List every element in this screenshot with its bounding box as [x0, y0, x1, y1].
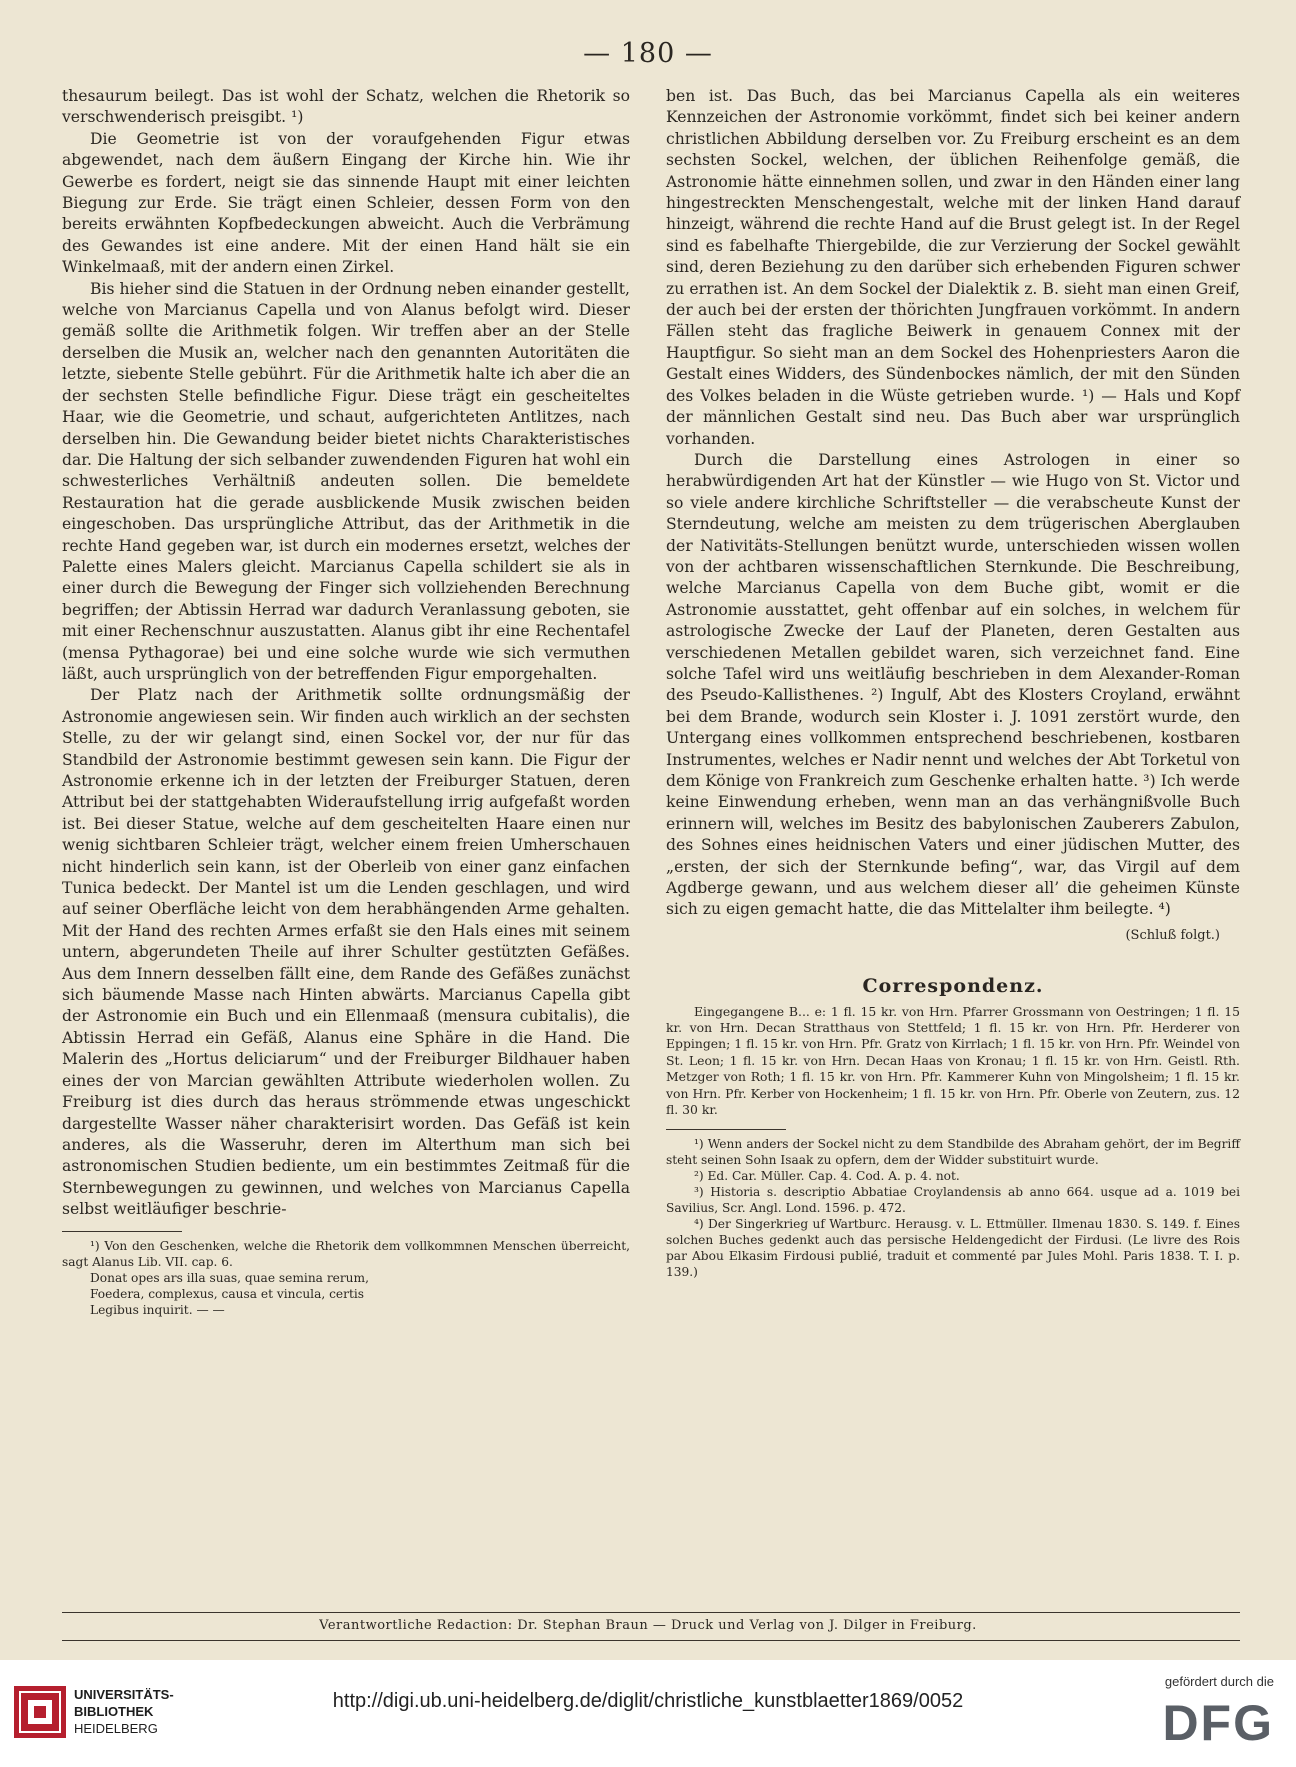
dfg-logo: DFG — [1162, 1695, 1274, 1751]
imprint-rule-bottom — [62, 1640, 1240, 1641]
correspondence-text: Eingegangene B... e: 1 fl. 15 kr. von Hrn. Pfarrer Grossmann von Oestringen; 1 fl. 15 kr. von Hrn. Decan Stratthaus von Stettfeld; 1 fl. 15 kr. von Hrn. Pfr. Herderer von Eppingen; 1 fl. 15 kr. von Hrn. Pfr. Gratz von Kirrlach; 1 fl. 15 kr. von Hrn. Pfr. Weindel von St. Leon; 1 fl. 15 kr. von Hrn. Decan Haas von Kronau; 1 fl. 15 kr. von Hrn. Geistl. Rth. Metzger von Roth; 1 fl. 15 kr. von Hrn. Pfr. Kammerer Kuhn von Mingolsheim; 1 fl. 15 kr. von Hrn. Pfr. Kerber von Hockenheim; 1 fl. 15 kr. von Hrn. Pfr. Oberle von Zeutern, zus. 12 fl. 30 kr. — [666, 1003, 1240, 1118]
verse-line: Legibus inquirit. — — — [90, 1302, 225, 1317]
continuation-note: (Schluß folgt.) — [1125, 927, 1220, 943]
left-column — [62, 86, 630, 1318]
footnote: ¹) Wenn anders der Sockel nicht zu dem Standbilde des Abraham gehört, der im Begriff steht seinen Sohn Isaak zu opfern, dem der Widder substituirt wurde. — [666, 1136, 1240, 1167]
permalink-url[interactable]: http://digi.ub.uni-heidelberg.de/diglit/christliche_kunstblaetter1869/0052 — [332, 1690, 964, 1712]
paragraph: thesaurum beilegt. Das ist wohl der Schatz, welchen die Rhetorik so verschwenderisch preisgibt. ¹) — [62, 87, 630, 127]
imprint-rule-top — [62, 1612, 1240, 1613]
correspondence-title: Correspondenz. — [862, 975, 1044, 998]
right-column — [666, 86, 1240, 1280]
footnote-divider — [62, 1231, 182, 1232]
library-name-line: BIBLIOTHEK — [74, 1704, 154, 1719]
paragraph: Durch die Darstellung eines Astrologen in einer so herabwürdigenden Art hat der Künstler — wie Hugo von St. Victor und so viele andere kirchliche Schriftsteller — die verabscheute Kunst der Sterndeutung, welche am meisten zu dem trügerischen Aberglauben der Nativitäts-Stellungen benützt wurde, unterschieden wissen wollen von der achtbaren wissenschaftlichen Sternkunde. Die Beschreibung, welche Marcianus Capella von dem Buche gibt, womit er die Astronomie ausstattet, geht offenbar auf ein solches, in welchem für astrologische Zwecke der Lauf der Planeten, deren Gestalten aus verschiedenen Metallen gebildet waren, sich verzeichnet fand. Eine solche Tafel wird uns weitläufig beschrieben in dem Alexander-Roman des Pseudo-Kallisthenes. ²) Ingulf, Abt des Klosters Croyland, erwähnt bei dem Brande, wodurch sein Kloster i. J. 1091 zerstört wurde, den Untergang eines vollkommen entsprechend beschriebenen, kostbaren Instrumentes, welches er Nadir nennt und welches der Abt Torketul von dem Könige von Frankreich zum Geschenke erhalten hatte. ³) Ich werde keine Einwendung erheben, wenn man an das verhängnißvolle Buch erinnern will, welches im Besitz des babylonischen Zauberers Zabulon, des Sohnes eines heidnischen Vaters und einer jüdischen Mutter, des „ersten, der sich der Sternkunde befing“, war, das Virgil auf dem Agdberge gewann, und aus welchem dieser all’ die geheimen Künste sich zu eigen gemacht hatte, die das Mittelalter ihm beilegte. ⁴) — [666, 450, 1240, 919]
paragraph: Bis hieher sind die Statuen in der Ordnung neben einander gestellt, welche von Marcianus Capella und von Alanus befolgt wird. Dieser gemäß sollte die Arithmetik folgen. Wir treffen aber an der Stelle derselben die Musik an, welcher nach den genannten Autoritäten die letzte, siebente Stelle gebührt. Für die Arithmetik halte ich aber die an der sechsten Stelle befindliche Figur. Diese trägt ein gescheiteltes Haar, wie die Geometrie, und schaut, aufgerichteten Antlitzes, nach derselben hin. Die Gewandung beider bietet nichts Charakteristisches dar. Die Haltung der sich selbander zuwendenden Figuren hat wohl ein schwesterliches Verhältniß andeuten sollen. Die bemeldete Restauration hat die gerade ausblickende Musik zwischen beiden eingeschoben. Das ursprüngliche Attribut, das der Arithmetik in die rechte Hand gegeben war, ist durch ein modernes ersetzt, welches der Palette eines Malers gleicht. Marcianus Capella schildert sie als in einer durch die Bewegung der Finger sich vollziehenden Berechnung begriffen; der Abtissin Herrad war dadurch Veranlassung geboten, sie mit einer Rechenschnur auszustatten. Alanus gibt ihr eine Rechentafel (mensa Pythagorae) bei und eine solche wurde wie sich vermuthen läßt, auch ursprünglich von der betreffenden Figur emporgehalten. — [62, 279, 630, 683]
footnote: ¹) Von den Geschenken, welche die Rhetorik dem vollkommnen Menschen überreicht, sagt Alanus Lib. VII. cap. 6. — [62, 1238, 630, 1269]
imprint-line: Verantwortliche Redaction: Dr. Stephan Braun — Druck und Verlag von J. Dilger in Freiburg. — [319, 1618, 977, 1633]
verse-line: Donat opes ars illa suas, quae semina rerum, — [90, 1270, 369, 1285]
paragraph: Der Platz nach der Arithmetik sollte ordnungsmäßig der Astronomie angewiesen sein. Wir finden auch wirklich an der sechsten Stelle, zu der wir gelangt sind, einen Sockel vor, der nur für das Standbild der Astronomie bestimmt gewesen sein kann. Die Figur der Astronomie erkenne ich in der letzten der Freiburger Statuen, deren Attribut bei der stattgehabten Wideraufstellung irrig aufgefaßt worden ist. Bei dieser Statue, welche auf dem gescheitelten Haare einen nur wenig sichtbaren Schleier trägt, welcher einem freien Umherschauen nicht hinderlich sein kann, ist der Oberleib von einer ganz einfachen Tunica bedeckt. Der Mantel ist um die Lenden geschlagen, und wird auf seiner Oberfläche leicht von dem herabhängenden Arme gehalten. Mit der Hand des rechten Armes erfaßt sie den Hals eines mit seinem untern, abgerundeten Theile auf ihrer Schulter gestützten Gefäßes. Aus dem Innern desselben fällt eine, dem Rande des Gefäßes zunächst sich bäumende Masse nach Hinten abwärts. Marcianus Capella gibt der Astronomie ein Buch und ein Ellenmaaß (mensura cubitalis), die Abtissin Herrad ein Gefäß, Alanus eine Sphäre in die Hand. Die Malerin des „Hortus deliciarum“ und der Freiburger Bildhauer haben eines der von Marcian gewählten Attribute wiederholen wollen. Zu Freiburg ist dies durch das heraus strömmende etwas ungeschickt dargestellte Wasser näher charakterisirt worden. Das Gefäß ist kein anderes, als die Wasseruhr, deren im Alterthum man sich bei astronomischen Studien bediente, um ein bestimmtes Zeitmaß für die Sternbewegungen zu gewinnen, und welches von Marcianus Capella selbst weitläufiger beschrie- — [62, 686, 630, 1219]
footnote: ³) Historia s. descriptio Abbatiae Croylandensis ab anno 664. usque ad a. 1019 bei Savilius, Scr. Angl. Lond. 1596. p. 472. — [666, 1184, 1240, 1215]
library-name-line: HEIDELBERG — [74, 1721, 158, 1736]
footnote-divider — [666, 1129, 786, 1130]
verse-line: Foedera, complexus, causa et vincula, certis — [90, 1286, 365, 1301]
viewer-footer — [0, 1660, 1296, 1767]
library-name-line: UNIVERSITÄTS- — [74, 1687, 174, 1702]
footnote: ⁴) Der Singerkrieg uf Wartburc. Herausg. v. L. Ettmüller. Ilmenau 1830. S. 149. f. Eines solchen Buches gedenkt auch das persische Heldengedicht der Firdusi. (Le livre des Rois par Abou Elkasim Firdousi publié, traduit et commenté par Jules Mohl. Paris 1838. T. I. p. 139.) — [666, 1216, 1240, 1279]
page-number: — 180 — — [583, 38, 713, 69]
footnote: ²) Ed. Car. Müller. Cap. 4. Cod. A. p. 4. not. — [694, 1168, 960, 1183]
funding-note: gefördert durch die — [1164, 1674, 1274, 1689]
paragraph: ben ist. Das Buch, das bei Marcianus Capella als ein weiteres Kennzeichen der Astronomie vorkömmt, findet sich bei keiner andern christlichen Abbildung derselben vor. Zu Freiburg erscheint es an dem sechsten Sockel, welchen, der üblichen Reihenfolge gemäß, die Astronomie hätte einnehmen sollen, und zwar in den Händen einer lang hingestreckten Menschengestalt, welche mit der linken Hand darauf hinzeigt, während die rechte Hand auf die Brust gelegt ist. In der Regel sind es fabelhafte Thiergebilde, die zur Verzierung der Sockel gewählt sind, deren Beziehung zu den darüber sich erhebenden Figuren schwer zu errathen ist. An dem Sockel der Dialektik z. B. sieht man einen Greif, der auch bei der ersten der thörichten Jungfrauen vorkömmt. In andern Fällen steht das fragliche Beiwerk in genauem Connex mit der Hauptfigur. So sieht man an dem Sockel des Hohenpriesters Aaron die Gestalt eines Widders, des Sündenbockes nämlich, der mit den Sünden des Volkes beladen in die Wüste getrieben wurde. ¹) — Hals und Kopf der männlichen Gestalt sind neu. Das Buch aber war ursprünglich vorhanden. — [666, 87, 1240, 448]
paragraph: Die Geometrie ist von der voraufgehenden Figur etwas abgewendet, nach dem äußern Eingang der Kirche hin. Wie ihr Gewerbe es fordert, neigt sie das sinnende Haupt mit einer leichten Biegung zur Erde. Sie trägt einen Schleier, dessen Form von den bereits erwähnten Kopfbedeckungen abweicht. Auch die Verbrämung des Gewandes ist eine andere. Mit der einen Hand hält sie ein Winkelmaaß, mit der andern einen Zirkel. — [62, 129, 630, 277]
